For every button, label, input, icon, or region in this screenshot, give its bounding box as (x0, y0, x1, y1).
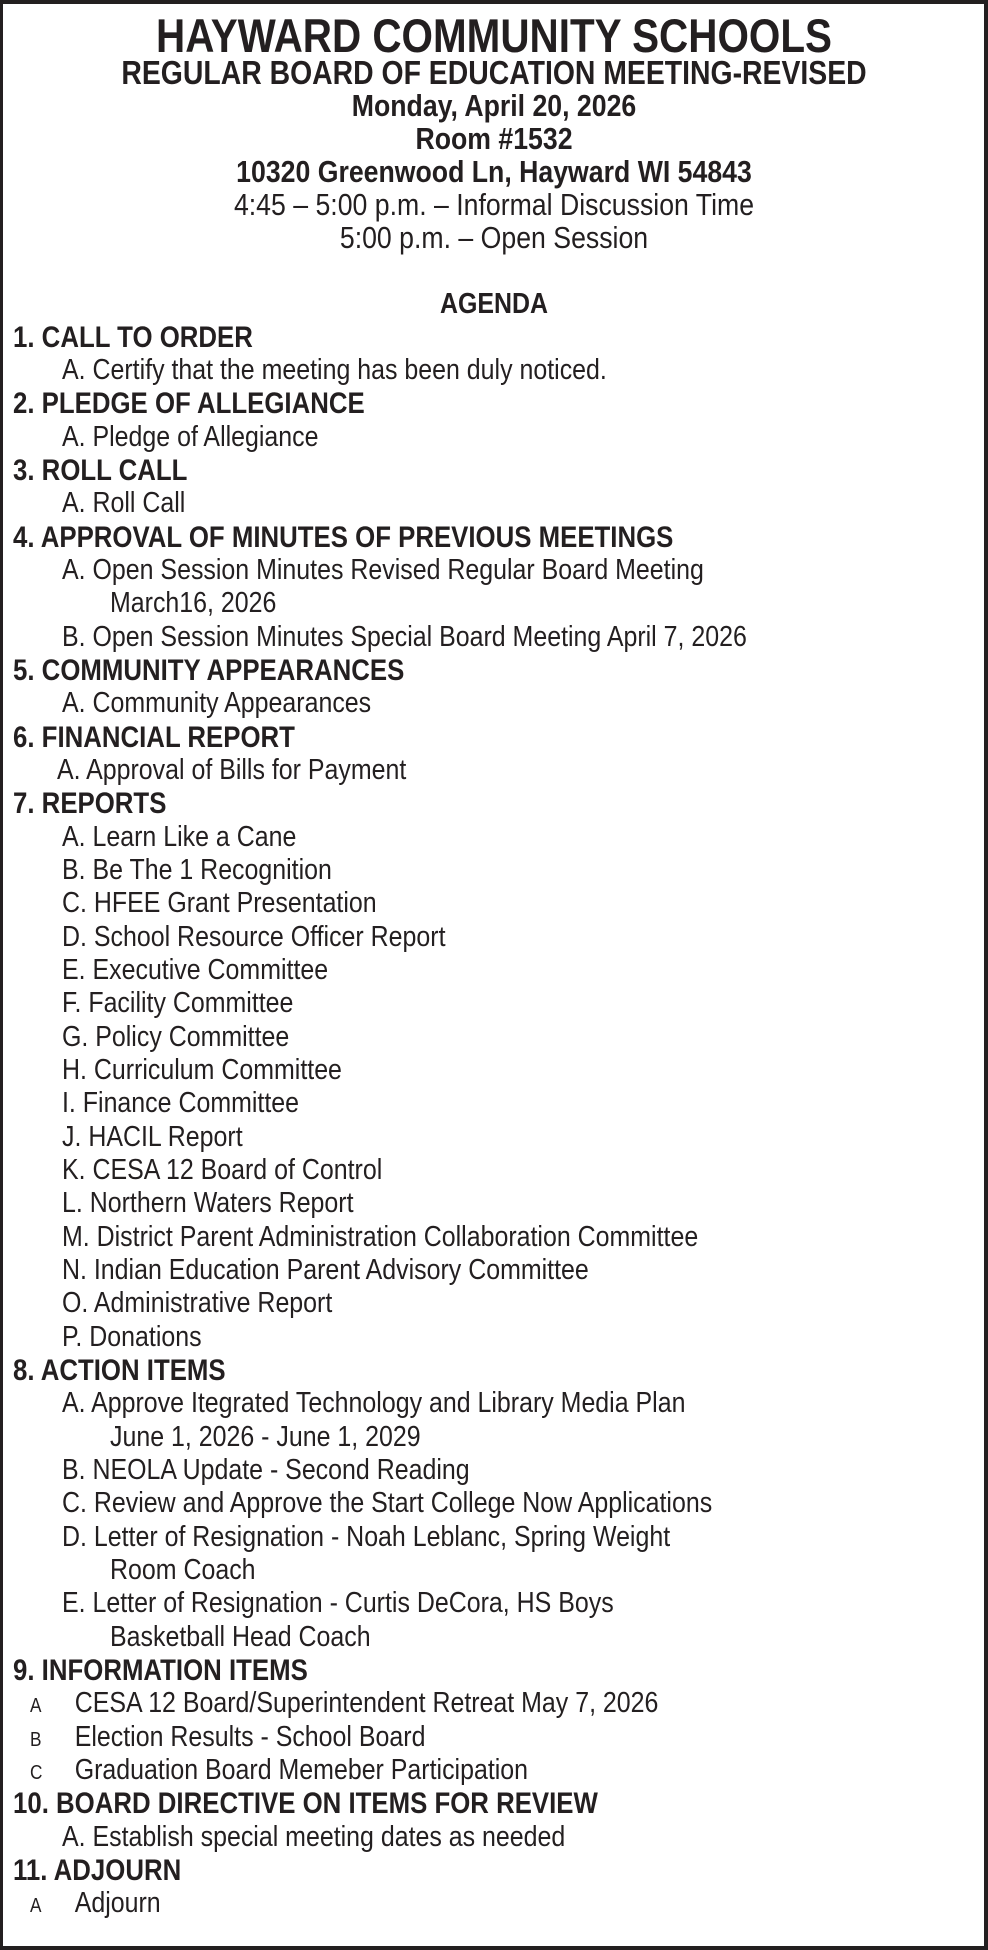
agenda-item: L. Northern Waters Report (62, 1187, 354, 1219)
agenda-item-continuation: June 1, 2026 - June 1, 2029 (110, 1421, 421, 1453)
agenda-item: A. Roll Call (62, 487, 186, 519)
agenda-item: G. Policy Committee (62, 1021, 290, 1053)
agenda-item: J. HACIL Report (62, 1121, 243, 1153)
item-letter: A (30, 1895, 42, 1917)
agenda-item: C. HFEE Grant Presentation (62, 887, 377, 919)
section-heading: 2. PLEDGE OF ALLEGIANCE (13, 387, 365, 420)
section-heading: 4. APPROVAL OF MINUTES OF PREVIOUS MEETINGS (13, 521, 674, 554)
agenda-item (30, 1723, 425, 1752)
item-letter: B (30, 1729, 42, 1751)
agenda-item: O. Administrative Report (62, 1287, 333, 1319)
agenda-item-continuation: Basketball Head Coach (110, 1621, 371, 1653)
agenda-item: B. Be The 1 Recognition (62, 854, 332, 886)
agenda-item-continuation: Room Coach (110, 1554, 256, 1586)
agenda-item: A. Open Session Minutes Revised Regular Board Meeting (62, 554, 704, 586)
open-session-time: 5:00 p.m. – Open Session (339, 220, 649, 255)
section-heading: 5. COMMUNITY APPEARANCES (13, 654, 405, 687)
agenda-item: E. Letter of Resignation - Curtis DeCora, HS Boys (62, 1587, 614, 1619)
meeting-address: 10320 Greenwood Ln, Hayward WI 54843 (236, 154, 752, 189)
agenda-item: I. Finance Committee (62, 1087, 300, 1119)
agenda-item: A. Community Appearances (62, 687, 372, 719)
agenda-item: D. School Resource Officer Report (62, 921, 446, 953)
agenda-item-continuation: March16, 2026 (110, 587, 277, 619)
agenda-item: B. Open Session Minutes Special Board Meeting April 7, 2026 (62, 621, 747, 653)
agenda-item: C. Review and Approve the Start College Now Applications (62, 1487, 713, 1519)
meeting-title: REGULAR BOARD OF EDUCATION MEETING-REVISED (121, 54, 867, 91)
item-text: CESA 12 Board/Superintendent Retreat May 7, 2026 (74, 1687, 659, 1719)
section-heading: 8. ACTION ITEMS (13, 1354, 226, 1387)
item-letter: C (30, 1762, 43, 1784)
agenda-item (30, 1889, 161, 1918)
agenda-item: H. Curriculum Committee (62, 1054, 342, 1086)
item-letter: A (30, 1695, 42, 1717)
agenda-item: A. Certify that the meeting has been duly noticed. (62, 354, 607, 386)
section-heading: 10. BOARD DIRECTIVE ON ITEMS FOR REVIEW (13, 1787, 598, 1820)
meeting-date: Monday, April 20, 2026 (351, 88, 637, 123)
section-heading: 1. CALL TO ORDER (13, 321, 253, 354)
agenda-heading: AGENDA (439, 288, 549, 320)
agenda-item (30, 1756, 528, 1785)
meeting-room: Room #1532 (415, 121, 573, 156)
agenda-item: A. Approval of Bills for Payment (57, 754, 407, 786)
agenda-item (30, 1689, 658, 1718)
section-heading: 6. FINANCIAL REPORT (13, 721, 295, 754)
agenda-item: B. NEOLA Update - Second Reading (62, 1454, 470, 1486)
item-text: Graduation Board Memeber Participation (74, 1754, 529, 1786)
agenda-item: A. Learn Like a Cane (62, 821, 297, 853)
section-heading: 9. INFORMATION ITEMS (13, 1654, 308, 1687)
informal-time: 4:45 – 5:00 p.m. – Informal Discussion Time (233, 187, 755, 222)
item-text: Election Results - School Board (74, 1721, 426, 1753)
section-heading: 3. ROLL CALL (13, 454, 188, 487)
agenda-item: F. Facility Committee (62, 987, 294, 1019)
agenda-item: A. Pledge of Allegiance (62, 421, 319, 453)
agenda-item: A. Approve Itegrated Technology and Library Media Plan (62, 1387, 686, 1419)
agenda-item: K. CESA 12 Board of Control (62, 1154, 383, 1186)
agenda-item: N. Indian Education Parent Advisory Committee (62, 1254, 589, 1286)
agenda-item: D. Letter of Resignation - Noah Leblanc, Spring Weight (62, 1521, 671, 1553)
agenda-item: E. Executive Committee (62, 954, 329, 986)
org-title: HAYWARD COMMUNITY SCHOOLS (156, 9, 832, 62)
section-heading: 11. ADJOURN (13, 1854, 182, 1887)
item-text: Adjourn (74, 1887, 161, 1919)
section-heading: 7. REPORTS (13, 787, 167, 820)
agenda-item: A. Establish special meeting dates as needed (62, 1821, 566, 1853)
agenda-item: M. District Parent Administration Collaboration Committee (62, 1221, 699, 1253)
agenda-item: P. Donations (62, 1321, 202, 1353)
